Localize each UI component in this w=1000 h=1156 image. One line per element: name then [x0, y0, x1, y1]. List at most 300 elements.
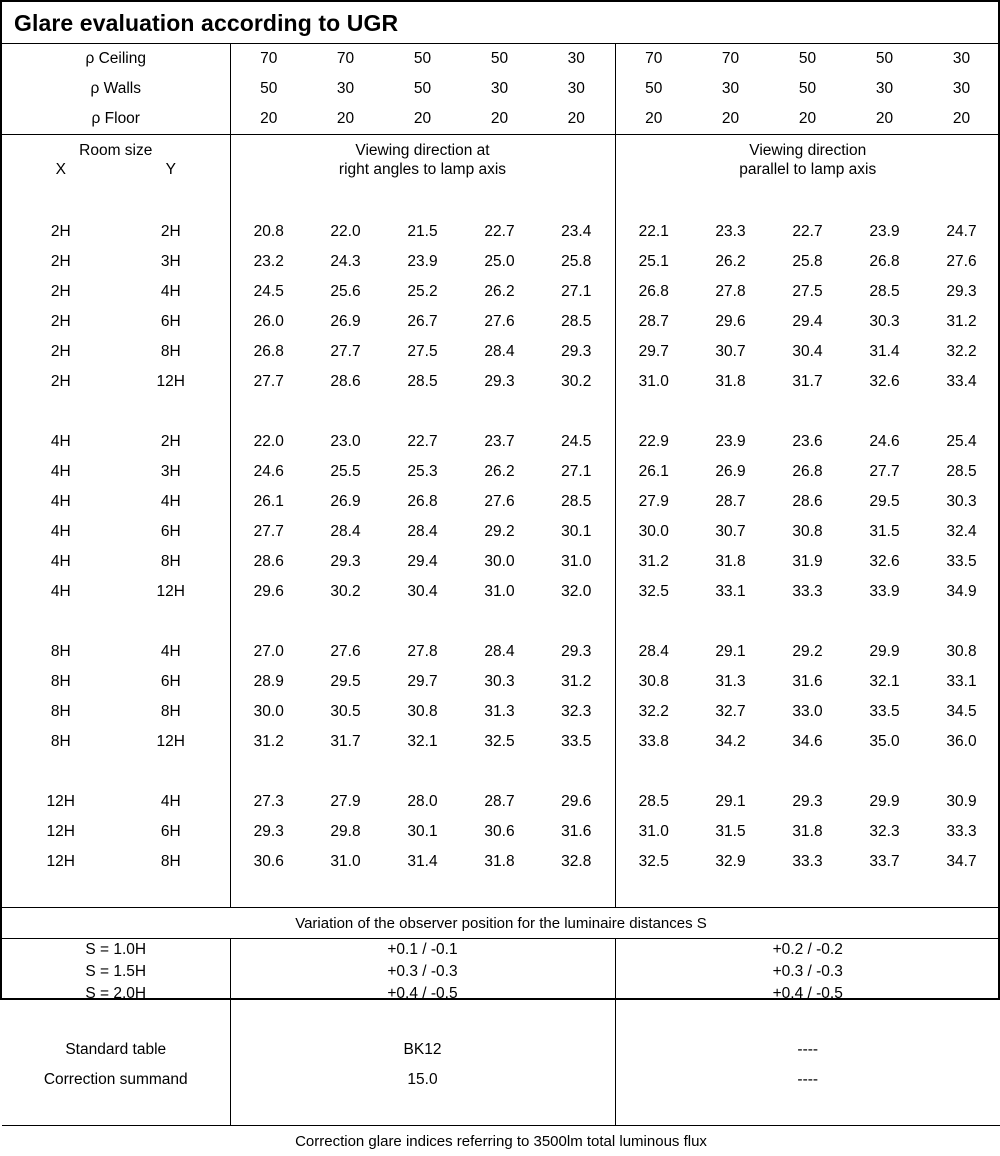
reflectance-value: 30: [538, 44, 615, 74]
ugr-value: 25.3: [384, 457, 461, 487]
ugr-value: 31.9: [769, 547, 846, 577]
reflectance-value: 50: [769, 44, 846, 74]
ugr-value: 28.9: [230, 667, 307, 697]
spacer-row: [2, 607, 1000, 637]
room-x: 2H: [6, 283, 116, 301]
room-x: 4H: [6, 433, 116, 451]
table-row: [2, 427, 1000, 457]
ugr-value: 29.3: [461, 367, 538, 397]
ugr-value: 32.3: [846, 817, 923, 847]
ugr-value: 33.8: [615, 727, 692, 757]
ugr-value: 34.2: [692, 727, 769, 757]
room-y: 8H: [116, 853, 226, 871]
ugr-value: 30.6: [461, 817, 538, 847]
ugr-value: 22.7: [769, 217, 846, 247]
ugr-value: 27.7: [230, 517, 307, 547]
table-row: [2, 277, 1000, 307]
ugr-value: 31.8: [461, 847, 538, 877]
room-x: 8H: [6, 643, 116, 661]
ugr-value: 28.4: [384, 517, 461, 547]
ugr-value: 30.8: [384, 697, 461, 727]
table-row: [2, 44, 1000, 74]
ugr-value: 26.9: [307, 307, 384, 337]
reflectance-label: ρ Floor: [2, 104, 230, 135]
ugr-value: 33.1: [692, 577, 769, 607]
ugr-value: 22.7: [461, 217, 538, 247]
ugr-value: 30.3: [846, 307, 923, 337]
ugr-value: 33.0: [769, 697, 846, 727]
reflectance-value: 30: [846, 74, 923, 104]
ugr-value: 28.0: [384, 787, 461, 817]
ugr-value: 30.5: [307, 697, 384, 727]
reflectance-value: 70: [307, 44, 384, 74]
ugr-value: 36.0: [923, 727, 1000, 757]
reflectance-value: 20: [923, 104, 1000, 135]
ugr-value: 29.3: [230, 817, 307, 847]
ugr-value: 30.1: [538, 517, 615, 547]
ugr-value: 32.1: [846, 667, 923, 697]
room-y: 4H: [116, 493, 226, 511]
table-row: [2, 104, 1000, 135]
room-y: 6H: [116, 823, 226, 841]
room-y: 2H: [116, 223, 226, 241]
ugr-value: 32.8: [538, 847, 615, 877]
ugr-value: 28.5: [538, 307, 615, 337]
ugr-value: 27.5: [384, 337, 461, 367]
ugr-value: 32.2: [923, 337, 1000, 367]
correction-summand-row: [2, 1065, 1000, 1095]
ugr-value: 24.5: [230, 277, 307, 307]
variation-label: S = 2.0H: [2, 983, 230, 1005]
ugr-value: 30.1: [384, 817, 461, 847]
ugr-value: 24.5: [538, 427, 615, 457]
ugr-value: 22.0: [230, 427, 307, 457]
room-x: 2H: [6, 313, 116, 331]
ugr-value: 31.8: [769, 817, 846, 847]
ugr-value: 31.2: [230, 727, 307, 757]
variation-block-row: [2, 939, 1000, 1006]
ugr-value: 31.8: [692, 367, 769, 397]
ugr-table: [2, 44, 1000, 1156]
ugr-value: 27.1: [538, 277, 615, 307]
ugr-value: 25.2: [384, 277, 461, 307]
ugr-value: 33.5: [538, 727, 615, 757]
ugr-value: 26.8: [846, 247, 923, 277]
room-x: 4H: [6, 523, 116, 541]
variation-label: S = 1.5H: [2, 961, 230, 983]
table-row: [2, 74, 1000, 104]
ugr-value: 26.8: [769, 457, 846, 487]
ugr-value: 26.7: [384, 307, 461, 337]
ugr-value: 25.8: [538, 247, 615, 277]
ugr-value: 28.4: [461, 637, 538, 667]
ugr-value: 21.5: [384, 217, 461, 247]
ugr-value: 34.9: [923, 577, 1000, 607]
room-y: 12H: [116, 583, 226, 601]
reflectance-value: 20: [769, 104, 846, 135]
room-size-cell: [2, 247, 230, 277]
room-y: 12H: [116, 373, 226, 391]
room-x: 8H: [6, 703, 116, 721]
ugr-value: 31.6: [769, 667, 846, 697]
room-size-cell: [2, 787, 230, 817]
ugr-value: 31.5: [692, 817, 769, 847]
ugr-value: 29.5: [846, 487, 923, 517]
ugr-value: 28.5: [615, 787, 692, 817]
room-x: 2H: [6, 253, 116, 271]
ugr-value: 28.5: [384, 367, 461, 397]
ugr-value: 31.0: [461, 577, 538, 607]
room-size-cell: [2, 277, 230, 307]
correction-summand-right: ----: [615, 1065, 1000, 1095]
spacer-row: [2, 1005, 1000, 1035]
room-x: 2H: [6, 223, 116, 241]
room-size-cell: [2, 337, 230, 367]
reflectance-value: 70: [230, 44, 307, 74]
ugr-value: 27.8: [692, 277, 769, 307]
ugr-value: 32.9: [692, 847, 769, 877]
ugr-value: 23.6: [769, 427, 846, 457]
ugr-value: 23.4: [538, 217, 615, 247]
ugr-value: 27.7: [230, 367, 307, 397]
room-y: 8H: [116, 553, 226, 571]
reflectance-value: 20: [538, 104, 615, 135]
ugr-value: 31.6: [538, 817, 615, 847]
reflectance-value: 50: [384, 44, 461, 74]
ugr-value: 31.4: [384, 847, 461, 877]
ugr-value: 33.5: [846, 697, 923, 727]
spacer-row: [2, 877, 1000, 908]
variation-note-row: [2, 908, 1000, 939]
table-row: [2, 367, 1000, 397]
page-title: Glare evaluation according to UGR: [2, 2, 998, 43]
ugr-value: 27.9: [307, 787, 384, 817]
ugr-value: 23.3: [692, 217, 769, 247]
ugr-value: 27.9: [615, 487, 692, 517]
room-y: 6H: [116, 673, 226, 691]
room-x: 12H: [6, 823, 116, 841]
room-size-x-label: X: [6, 160, 116, 179]
ugr-value: 28.5: [846, 277, 923, 307]
variation-value: +0.4 / -0.5: [616, 983, 1000, 1005]
ugr-value: 30.0: [461, 547, 538, 577]
room-x: 8H: [6, 673, 116, 691]
table-row: [2, 787, 1000, 817]
ugr-value: 26.0: [230, 307, 307, 337]
table-row: [2, 547, 1000, 577]
ugr-value: 32.5: [615, 847, 692, 877]
ugr-value: 31.5: [846, 517, 923, 547]
variation-value: +0.3 / -0.3: [231, 961, 615, 983]
reflectance-value: 20: [461, 104, 538, 135]
variation-labels: [2, 939, 230, 1006]
ugr-value: 27.6: [461, 487, 538, 517]
correction-summand-left: 15.0: [230, 1065, 615, 1095]
ugr-value: 22.1: [615, 217, 692, 247]
viewing-direction-perpendicular-header: [230, 135, 615, 188]
reflectance-value: 20: [615, 104, 692, 135]
room-size-cell: [2, 637, 230, 667]
ugr-value: 25.8: [769, 247, 846, 277]
room-y: 4H: [116, 793, 226, 811]
ugr-value: 26.8: [615, 277, 692, 307]
room-size-cell: [2, 697, 230, 727]
table-row: [2, 337, 1000, 367]
ugr-value: 25.6: [307, 277, 384, 307]
reflectance-value: 20: [692, 104, 769, 135]
reflectance-value: 50: [769, 74, 846, 104]
room-x: 4H: [6, 463, 116, 481]
room-y: 3H: [116, 463, 226, 481]
ugr-value: 33.7: [846, 847, 923, 877]
ugr-value: 30.0: [615, 517, 692, 547]
ugr-value: 30.9: [923, 787, 1000, 817]
ugr-value: 26.1: [615, 457, 692, 487]
ugr-value: 31.7: [769, 367, 846, 397]
ugr-value: 24.6: [230, 457, 307, 487]
ugr-value: 24.6: [846, 427, 923, 457]
ugr-value: 32.1: [384, 727, 461, 757]
ugr-value: 30.2: [307, 577, 384, 607]
room-size-y-label: Y: [116, 160, 226, 179]
ugr-value: 29.6: [692, 307, 769, 337]
room-x: 4H: [6, 493, 116, 511]
standard-table-right: ----: [615, 1035, 1000, 1065]
ugr-value: 23.0: [307, 427, 384, 457]
ugr-value: 30.7: [692, 337, 769, 367]
ugr-value: 29.1: [692, 637, 769, 667]
table-row: [2, 637, 1000, 667]
variation-values-parallel: [615, 939, 1000, 1006]
room-size-cell: [2, 727, 230, 757]
ugr-value: 29.6: [230, 577, 307, 607]
ugr-value: 29.3: [538, 337, 615, 367]
ugr-value: 26.2: [461, 277, 538, 307]
ugr-value: 32.3: [538, 697, 615, 727]
standard-table-left: BK12: [230, 1035, 615, 1065]
ugr-value: 31.2: [538, 667, 615, 697]
variation-label: S = 1.0H: [2, 939, 230, 961]
table-row: [2, 457, 1000, 487]
variation-values-perpendicular: [230, 939, 615, 1006]
ugr-value: 27.0: [230, 637, 307, 667]
footer-note: Correction glare indices referring to 3500lm total luminous flux: [2, 1126, 1000, 1156]
room-x: 2H: [6, 373, 116, 391]
ugr-value: 29.1: [692, 787, 769, 817]
room-y: 4H: [116, 283, 226, 301]
ugr-value: 34.7: [923, 847, 1000, 877]
reflectance-value: 70: [615, 44, 692, 74]
table-row: [2, 307, 1000, 337]
reflectance-value: 50: [461, 44, 538, 74]
correction-summand-label: Correction summand: [2, 1065, 230, 1095]
viewing-right-line1: Viewing direction: [616, 141, 1000, 160]
spacer-row: [2, 1095, 1000, 1126]
table-row: [2, 487, 1000, 517]
ugr-value: 26.8: [384, 487, 461, 517]
ugr-value: 28.4: [461, 337, 538, 367]
ugr-value: 30.4: [384, 577, 461, 607]
room-x: 2H: [6, 343, 116, 361]
ugr-value: 29.5: [307, 667, 384, 697]
ugr-value: 31.3: [692, 667, 769, 697]
ugr-value: 27.7: [846, 457, 923, 487]
ugr-value: 26.9: [692, 457, 769, 487]
ugr-value: 23.2: [230, 247, 307, 277]
table-row: [2, 667, 1000, 697]
room-y: 6H: [116, 523, 226, 541]
ugr-value: 23.9: [846, 217, 923, 247]
ugr-value: 32.2: [615, 697, 692, 727]
ugr-value: 30.2: [538, 367, 615, 397]
ugr-value: 29.7: [384, 667, 461, 697]
ugr-value: 25.0: [461, 247, 538, 277]
table-header-row: [2, 135, 1000, 188]
room-size-cell: [2, 307, 230, 337]
ugr-value: 27.6: [461, 307, 538, 337]
ugr-value: 26.8: [230, 337, 307, 367]
reflectance-value: 50: [846, 44, 923, 74]
ugr-value: 28.5: [538, 487, 615, 517]
standard-table-row: [2, 1035, 1000, 1065]
ugr-value: 33.3: [923, 817, 1000, 847]
table-row: [2, 217, 1000, 247]
variation-note: Variation of the observer position for the luminaire distances S: [2, 908, 1000, 939]
ugr-value: 27.6: [307, 637, 384, 667]
ugr-value: 31.0: [538, 547, 615, 577]
viewing-left-line2: right angles to lamp axis: [231, 160, 615, 179]
ugr-value: 32.5: [615, 577, 692, 607]
spacer-row: [2, 187, 1000, 217]
ugr-value: 29.8: [307, 817, 384, 847]
room-y: 3H: [116, 253, 226, 271]
ugr-value: 27.8: [384, 637, 461, 667]
room-size-cell: [2, 577, 230, 607]
ugr-value: 31.0: [615, 817, 692, 847]
ugr-value: 34.6: [769, 727, 846, 757]
room-size-cell: [2, 817, 230, 847]
reflectance-value: 20: [384, 104, 461, 135]
room-size-header: [2, 135, 230, 188]
reflectance-value: 20: [307, 104, 384, 135]
room-y: 8H: [116, 343, 226, 361]
ugr-value: 22.9: [615, 427, 692, 457]
room-x: 12H: [6, 793, 116, 811]
ugr-value: 32.6: [846, 367, 923, 397]
table-row: [2, 727, 1000, 757]
ugr-value: 25.4: [923, 427, 1000, 457]
ugr-value: 30.3: [461, 667, 538, 697]
table-row: [2, 697, 1000, 727]
reflectance-value: 50: [615, 74, 692, 104]
ugr-value: 29.2: [769, 637, 846, 667]
reflectance-value: 30: [461, 74, 538, 104]
reflectance-label: ρ Ceiling: [2, 44, 230, 74]
ugr-value: 27.5: [769, 277, 846, 307]
ugr-value: 27.7: [307, 337, 384, 367]
reflectance-value: 30: [923, 74, 1000, 104]
ugr-value: 33.5: [923, 547, 1000, 577]
ugr-value: 24.3: [307, 247, 384, 277]
variation-value: +0.3 / -0.3: [616, 961, 1000, 983]
ugr-value: 33.3: [769, 577, 846, 607]
variation-value: +0.4 / -0.5: [231, 983, 615, 1005]
room-x: 4H: [6, 583, 116, 601]
ugr-value: 23.9: [384, 247, 461, 277]
variation-value: +0.1 / -0.1: [231, 939, 615, 961]
ugr-value: 27.6: [923, 247, 1000, 277]
ugr-value: 25.5: [307, 457, 384, 487]
ugr-value: 26.2: [461, 457, 538, 487]
ugr-value: 27.3: [230, 787, 307, 817]
reflectance-value: 70: [692, 44, 769, 74]
ugr-value: 32.5: [461, 727, 538, 757]
ugr-value: 23.9: [692, 427, 769, 457]
table-row: [2, 847, 1000, 877]
ugr-value: 29.9: [846, 637, 923, 667]
ugr-value: 28.6: [230, 547, 307, 577]
ugr-value: 23.7: [461, 427, 538, 457]
room-size-cell: [2, 367, 230, 397]
footer-note-row: [2, 1126, 1000, 1156]
ugr-value: 30.3: [923, 487, 1000, 517]
ugr-value: 29.2: [461, 517, 538, 547]
room-size-cell: [2, 487, 230, 517]
ugr-value: 25.1: [615, 247, 692, 277]
ugr-value: 29.4: [769, 307, 846, 337]
viewing-left-line1: Viewing direction at: [231, 141, 615, 160]
ugr-value: 26.9: [307, 487, 384, 517]
reflectance-value: 50: [384, 74, 461, 104]
room-size-cell: [2, 457, 230, 487]
ugr-value: 28.4: [307, 517, 384, 547]
table-row: [2, 247, 1000, 277]
ugr-value: 29.3: [923, 277, 1000, 307]
ugr-value: 32.6: [846, 547, 923, 577]
ugr-value: 29.3: [538, 637, 615, 667]
ugr-value: 30.6: [230, 847, 307, 877]
ugr-value: 32.7: [692, 697, 769, 727]
ugr-value: 33.3: [769, 847, 846, 877]
ugr-value: 28.5: [923, 457, 1000, 487]
room-size-cell: [2, 217, 230, 247]
ugr-value: 31.7: [307, 727, 384, 757]
room-y: 6H: [116, 313, 226, 331]
ugr-value: 28.6: [307, 367, 384, 397]
ugr-value: 29.7: [615, 337, 692, 367]
ugr-value: 31.8: [692, 547, 769, 577]
reflectance-value: 20: [846, 104, 923, 135]
ugr-value: 30.4: [769, 337, 846, 367]
reflectance-value: 20: [230, 104, 307, 135]
room-size-cell: [2, 667, 230, 697]
spacer-row: [2, 757, 1000, 787]
ugr-value: 30.0: [230, 697, 307, 727]
ugr-value: 33.1: [923, 667, 1000, 697]
viewing-right-line2: parallel to lamp axis: [616, 160, 1000, 179]
room-size-cell: [2, 547, 230, 577]
ugr-value: 29.9: [846, 787, 923, 817]
ugr-value: 29.3: [307, 547, 384, 577]
ugr-value: 26.2: [692, 247, 769, 277]
room-x: 12H: [6, 853, 116, 871]
ugr-value: 31.2: [923, 307, 1000, 337]
ugr-value: 28.6: [769, 487, 846, 517]
table-row: [2, 817, 1000, 847]
spacer-row: [2, 397, 1000, 427]
ugr-value: 32.4: [923, 517, 1000, 547]
ugr-value: 28.4: [615, 637, 692, 667]
